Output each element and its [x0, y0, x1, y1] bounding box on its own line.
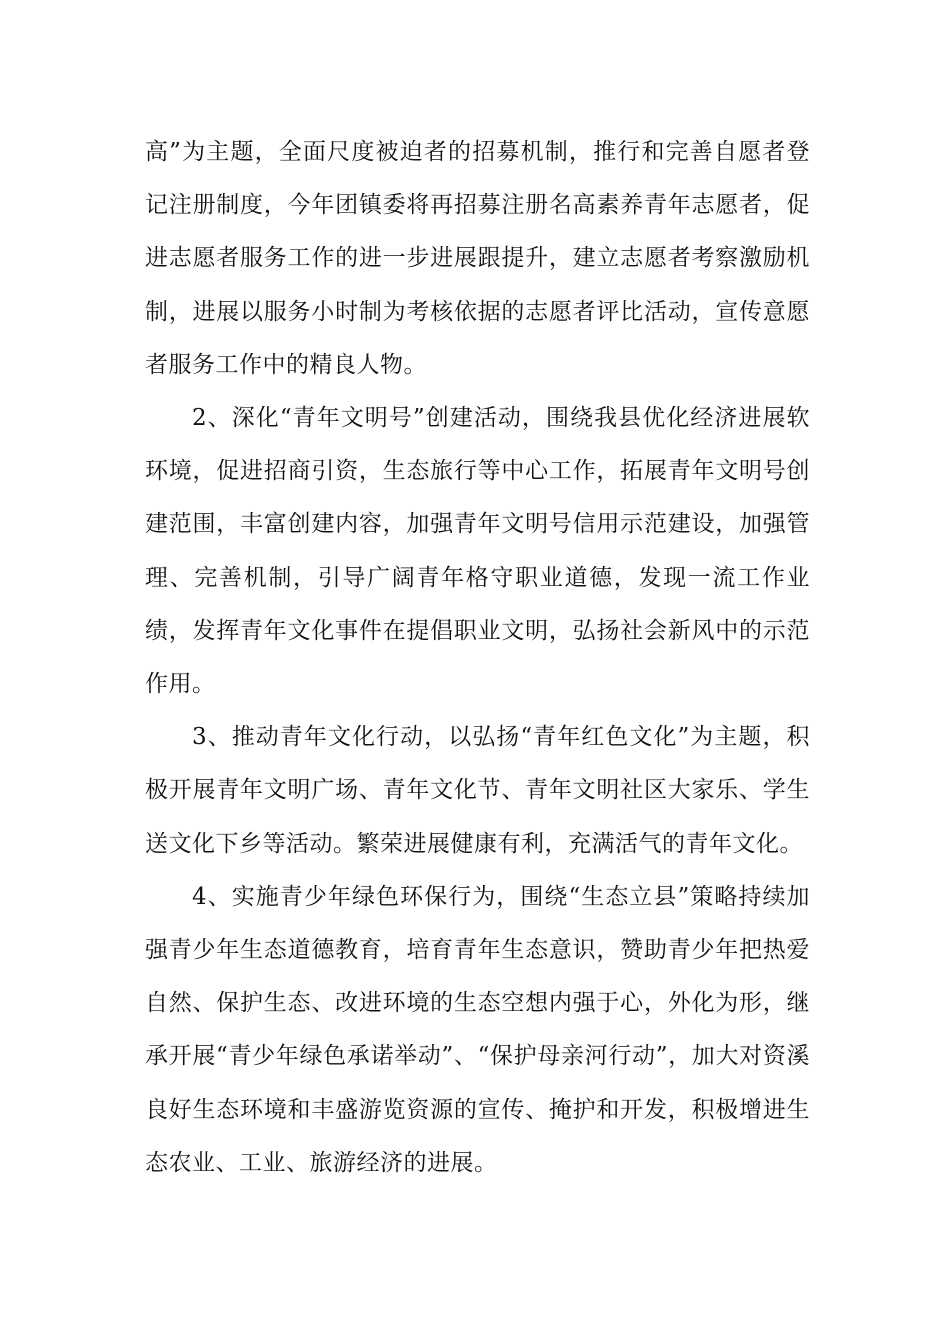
document-body	[145, 126, 810, 1190]
paragraph-1-continued: 高”为主题，全面尺度被迫者的招募机制，推行和完善自愿者登记注册制度，今年团镇委将再招募注册名高素养青年志愿者，促进志愿者服务工作的进一步进展跟提升，建立志愿者考察激励机制，进展以服务小时制为考核依据的志愿者评比活动，宣传意愿者服务工作中的精良人物。	[145, 139, 810, 378]
paragraph-4: 4、实施青少年绿色环保行为，围绕“生态立县”策略持续加强青少年生态道德教育，培育青年生态意识，赞助青少年把热爱自然、保护生态、改进环境的生态空想内强于心，外化为形，继承开展“青少年绿色承诺举动”、“保护母亲河行动”，加大对资溪良好生态环境和丰盛游览资源的宣传、掩护和开发，积极增进生态农业、工业、旅游经济的进展。	[145, 883, 810, 1176]
paragraph-2: 2、深化“青年文明号”创建活动，围绕我县优化经济进展软环境，促进招商引资，生态旅行等中心工作，拓展青年文明号创建范围，丰富创建内容，加强青年文明号信用示范建设，加强管理、完善机制，引导广阔青年格守职业道德，发现一流工作业绩，发挥青年文化事件在提倡职业文明，弘扬社会新风中的示范作用。	[145, 405, 810, 698]
paragraph-3: 3、推动青年文化行动，以弘扬“青年红色文化”为主题，积极开展青年文明广场、青年文化节、青年文明社区大家乐、学生送文化下乡等活动。繁荣进展健康有利，充满活气的青年文化。	[145, 724, 810, 857]
